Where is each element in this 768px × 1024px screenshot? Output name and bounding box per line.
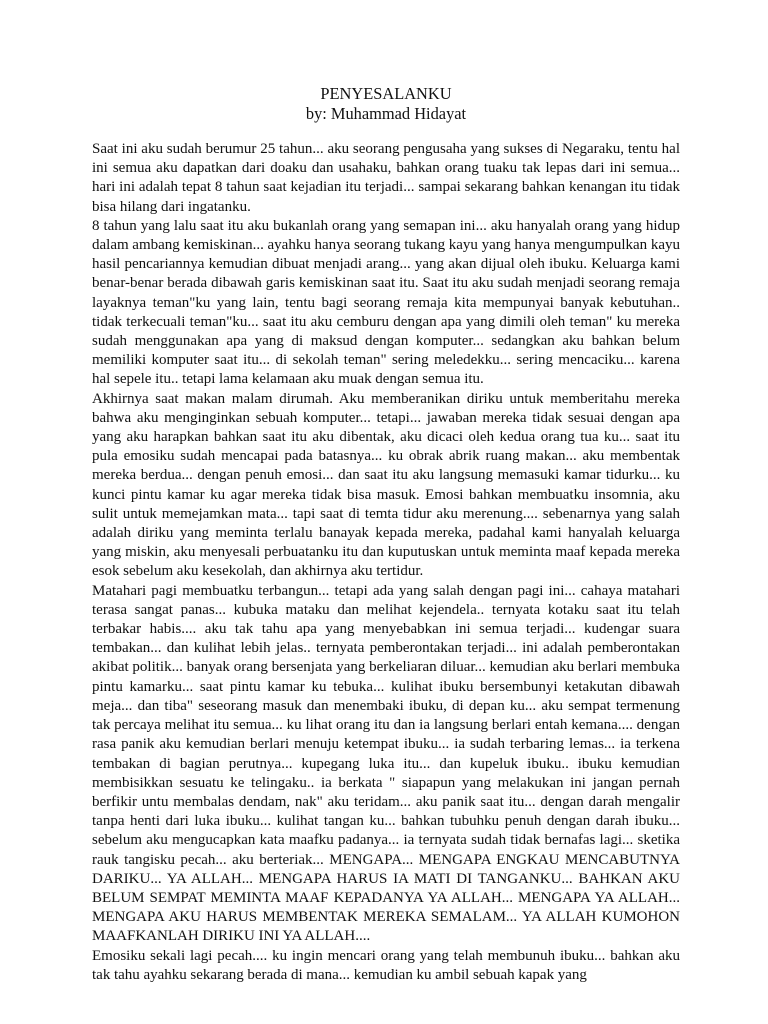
paragraph: Akhirnya saat makan malam dirumah. Aku memberanikan diriku untuk memberitahu mereka bahwa aku menginginkan sebuah komputer... tetapi... jawaban mereka tidak sesuai dengan apa yang aku harapkan bahkan saat itu aku dibentak, aku dicaci oleh kedua orang tua ku... saat itu pula emosiku sudah mencapai pada batasnya... ku obrak abrik ruang makan... aku membentak mereka berdua... dengan penuh emosi... dan saat itu aku langsung memasuki kamar tidurku... ku kunci pintu kamar ku agar mereka tidak bisa masuk. Emosi bahkan membuatku insomnia, aku sulit untuk memejamkan mata... tapi saat di temta tidur aku merenung.... sebenarnya yang salah adalah diriku yang meminta terlalu banayak kepada mereka, padahal kami hanyalah keluarga yang miskin, aku menyesali perbuatanku itu dan kuputuskan untuk meminta maaf kepada mereka esok sebelum aku kesekolah, dan akhirnya aku tertidur. xyxy=(92,390,680,580)
title-block xyxy=(92,84,680,124)
paragraph: Emosiku sekali lagi pecah.... ku ingin mencari orang yang telah membunuh ibuku... bahkan aku tak tahu ayahku sekarang berada di mana... kemudian ku ambil sebuah kapak yang xyxy=(92,947,680,983)
paragraph: Matahari pagi membuatku terbangun... tetapi ada yang salah dengan pagi ini... cahaya matahari terasa sangat panas... kubuka mataku dan melihat kejendela.. ternyata kotaku saat itu telah terbakar habis.... aku tak tahu apa yang menyebabkan ini semua terjadi... kudengar suara tembakan... dan kulihat lebih jelas.. ternyata pemberontakan terjadi... ini adalah pemberontakan akibat politik... banyak orang bersenjata yang berkeliaran diluar... kemudian aku berlari membuka pintu kamarku... saat pintu kamar ku tebuka... kulihat ibuku bersembunyi ketakutan dibawah meja... dan tiba" seseorang masuk dan menembaki ibuku, di depan ku... aku sempat termenung tak percaya melihat itu semua... ku lihat orang itu dan ia langsung berlari entah kemana.... dengan rasa panik aku kemudian berlari menuju ketempat ibuku... ia sudah terbaring lemas... ia terkena tembakan di bagian perutnya... kupegang luka itu... dan kupeluk ibuku.. ibuku kemudian membisikkan sesuatu ke telingaku.. ia berkata " siapapun yang melakukan ini jangan pernah berfikir untu membalas dendam, nak" aku teridam... aku panik saat itu... dengan darah mengalir tanpa henti dari luka ibuku... kulihat tangan ku... bahkan tubuhku penuh dengan darah ibuku... sebelum aku mengucapkan kata maafku padanya... ia ternyata sudah tidak bernafas lagi... sketika rauk tangisku pecah... aku berteriak... MENGAPA... MENGAPA ENGKAU MENCABUTNYA DARIKU... YA ALLAH... MENGAPA HARUS IA MATI DI TANGANKU... BAHKAN AKU BELUM SEMPAT MEMINTA MAAF KEPADANYA YA ALLAH... MENGAPA YA ALLAH... MENGAPA AKU HARUS MEMBENTAK MEREKA SEMALAM... YA ALLAH KUMOHON MAAFKANLAH DIRIKU INI YA ALLAH.... xyxy=(92,582,680,945)
document-byline: by: Muhammad Hidayat xyxy=(305,104,467,123)
document-page xyxy=(92,84,680,985)
paragraph: 8 tahun yang lalu saat itu aku bukanlah orang yang semapan ini... aku hanyalah orang yang hidup dalam ambang kemiskinan... ayahku hanya seorang tukang kayu yang hanya mengumpulkan kayu hasil pencariannya kemudian dibuat menjadi arang... yang akan dijual oleh ibuku. Keluarga kami benar-benar berada dibawah garis kemiskinan saat itu. Saat itu aku sudah menjadi seorang remaja layaknya teman"ku yang lain, tentu bagi seorang remaja kita mempunyai banyak kebutuhan.. tidak terkecuali teman"ku... saat itu aku cemburu dengan apa yang dimili oleh teman" ku mereka sudah menggunakan apa yang di maksud dengan komputer... sedangkan aku bahkan belum memiliki komputer saat itu... di sekolah teman" sering meledekku... sering mencaciku... karena hal sepele itu.. tetapi lama kelamaan aku muak dengan semua itu. xyxy=(92,217,680,388)
document-title: PENYESALANKU xyxy=(320,84,452,103)
paragraph: Saat ini aku sudah berumur 25 tahun... aku seorang pengusaha yang sukses di Negaraku, tentu hal ini semua aku dapatkan dari doaku dan usahaku, bahkan orang tuaku tak lepas dari ini semua... hari ini adalah tepat 8 tahun saat kejadian itu terjadi... sampai sekarang bahkan kenangan itu tidak bisa hilang dari ingatanku. xyxy=(92,141,680,215)
